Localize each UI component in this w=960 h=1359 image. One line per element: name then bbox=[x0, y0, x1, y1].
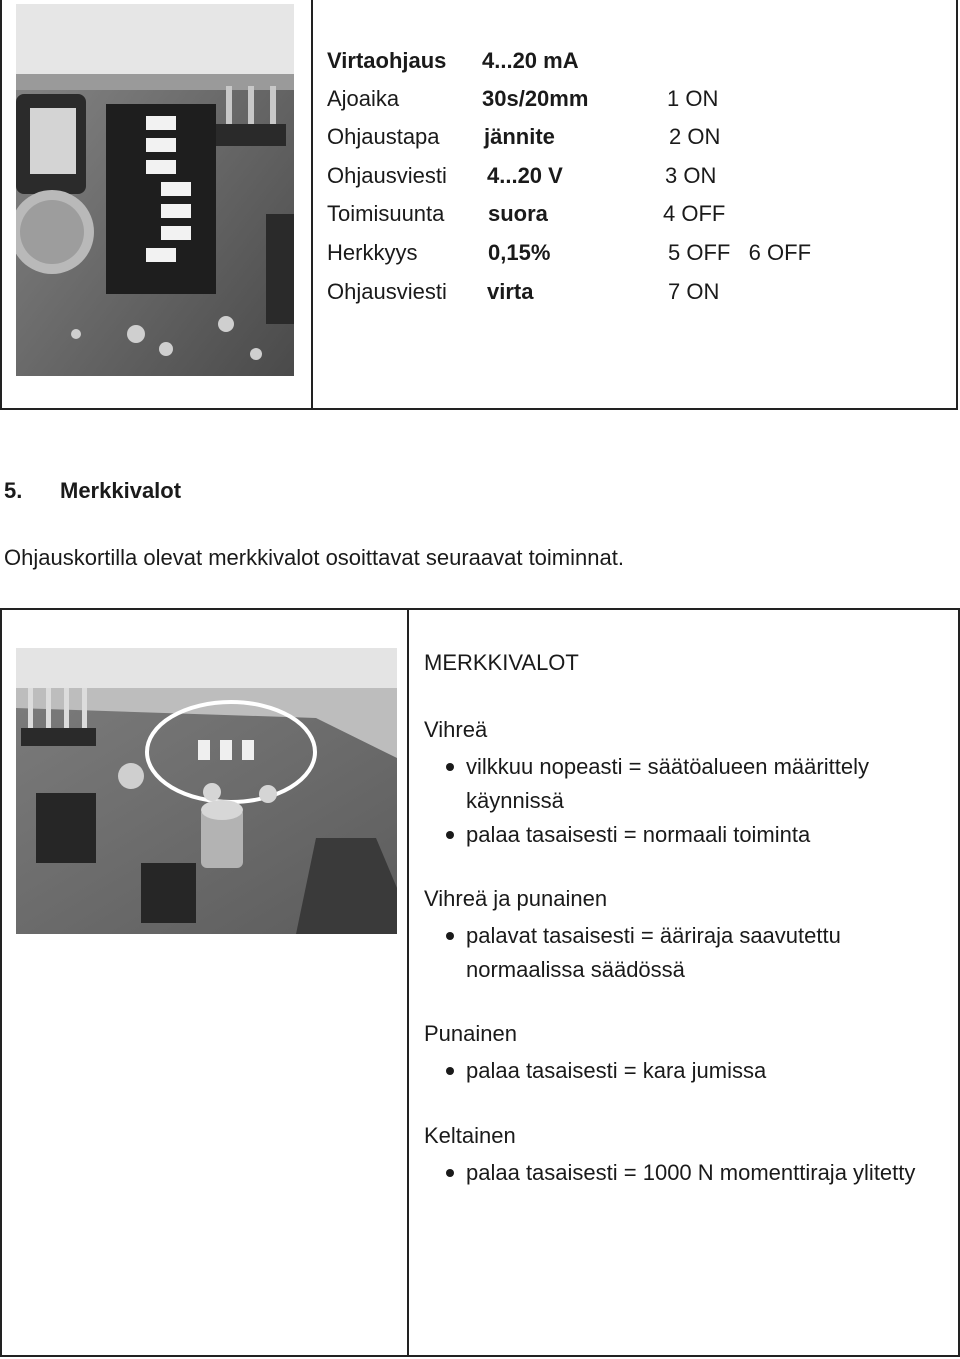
led-category: Punainen bbox=[424, 1021, 517, 1046]
setting-value: virta bbox=[487, 279, 534, 304]
setting-label: Toimisuunta bbox=[327, 201, 445, 226]
section-heading bbox=[4, 478, 181, 504]
list-item-text: palaa tasaisesti = kara jumissa bbox=[466, 1058, 767, 1083]
switch-state: 2 ON bbox=[669, 124, 721, 149]
setting-value: suora bbox=[488, 201, 548, 226]
leds-title: MERKKIVALOT bbox=[424, 650, 579, 675]
switch-state: 5 OFF 6 OFF bbox=[668, 240, 812, 265]
list-item-text: palaa tasaisesti = normaali toiminta bbox=[466, 822, 811, 847]
setting-label: Ohjaustapa bbox=[327, 124, 440, 149]
list-item-text: vilkkuu nopeasti = säätöalueen määrittely käynnissä bbox=[466, 754, 869, 813]
list-item bbox=[446, 1054, 936, 1088]
led-category: Vihreä ja punainen bbox=[424, 886, 608, 911]
led-board-photo bbox=[16, 648, 397, 934]
switch-state: 7 ON bbox=[668, 279, 720, 304]
list-item bbox=[446, 1156, 916, 1190]
bullet-icon bbox=[446, 1067, 454, 1075]
setting-label: Ohjausviesti bbox=[327, 279, 447, 304]
bullet-icon bbox=[446, 932, 454, 940]
section-title: Merkkivalot bbox=[60, 478, 182, 503]
list-item bbox=[446, 818, 936, 852]
list-item-text: palavat tasaisesti = ääriraja saavutettu normaalissa säädössä bbox=[466, 923, 841, 982]
setting-value: jännite bbox=[484, 124, 555, 149]
section-number: 5. bbox=[4, 478, 23, 503]
setting-label: Ajoaika bbox=[327, 86, 400, 111]
bullet-icon bbox=[446, 831, 454, 839]
list-item bbox=[446, 750, 936, 818]
setting-value: 4...20 V bbox=[487, 163, 563, 188]
setting-label: Herkkyys bbox=[327, 240, 418, 265]
bullet-icon bbox=[446, 763, 454, 771]
setting-label: Ohjausviesti bbox=[327, 163, 447, 188]
led-category: Vihreä bbox=[424, 717, 488, 742]
switch-state: 4 OFF bbox=[663, 201, 726, 226]
led-category: Keltainen bbox=[424, 1123, 516, 1148]
setting-value: 30s/20mm bbox=[482, 86, 589, 111]
switch-state: 1 ON bbox=[667, 86, 719, 111]
switch-state: 3 ON bbox=[665, 163, 717, 188]
bullet-icon bbox=[446, 1169, 454, 1177]
list-item bbox=[446, 919, 936, 987]
section-intro: Ohjauskortilla olevat merkkivalot osoittavat seuraavat toiminnat. bbox=[4, 545, 624, 570]
dip-switch-photo bbox=[16, 4, 294, 376]
table-divider bbox=[407, 608, 409, 1357]
setting-value: 0,15% bbox=[488, 240, 551, 265]
setting-label: Virtaohjaus bbox=[327, 48, 447, 73]
table-divider bbox=[311, 0, 313, 410]
list-item-text: palaa tasaisesti = 1000 N momenttiraja ylitetty bbox=[466, 1160, 916, 1185]
setting-value: 4...20 mA bbox=[482, 48, 579, 73]
